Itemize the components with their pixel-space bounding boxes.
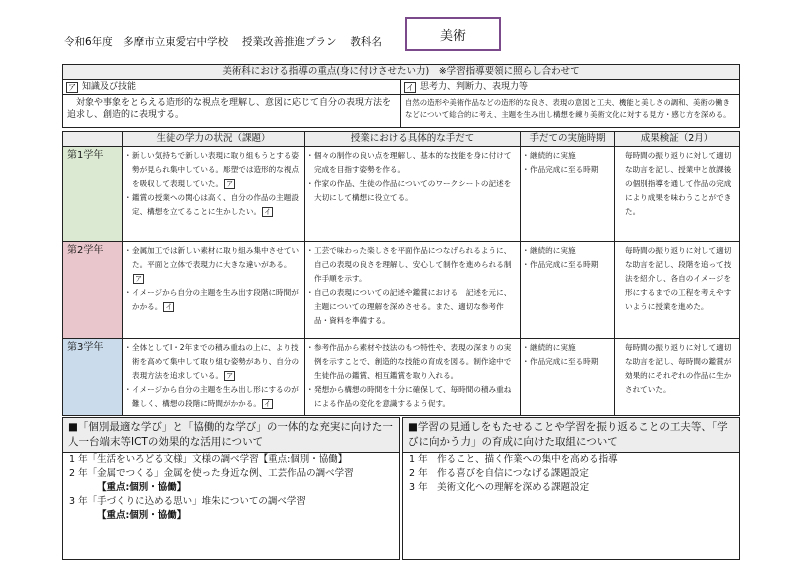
result-cell: 毎時間の振り返りに対して適切な助言を記し、授業中と放課後の個別指導を通して作品の完成により成果を味わうことができた。 (625, 151, 732, 216)
timing-cell (521, 147, 615, 241)
ict-line: 【重点:個別・協働】 (97, 482, 187, 493)
thinking-heading: 思考力、判断力、表現力等 (420, 82, 529, 92)
mark-i: イ (406, 82, 414, 92)
measures-cell (305, 339, 521, 415)
measure-item: ・ 工芸で味わった楽しさを平面作品につなげられるように、自己の表現の良さを理解し、安心して制作を進められる制作手順を示す。 (308, 244, 517, 286)
measure-item: ・ 個々の制作の良い点を理解し、基本的な技能を身に付けて完成を目指す姿勢を作る。 (308, 149, 517, 177)
status-cell (123, 242, 305, 338)
header-result: 成果検証（2月） (615, 132, 739, 146)
measure-item: ・ 参考作品から素材や技法のもつ特性や、表現の深まりの実例を示すことで、創造的な技能の育成を図る。制作途中で生徒作品の鑑賞、相互鑑賞を取り入れる。 (308, 341, 517, 383)
status-mark: ア (135, 275, 142, 283)
subject-name-box: 美術 (405, 17, 501, 51)
learning-attitude-line: 2 年 作る喜びを自信につなげる課題設定 (409, 468, 589, 479)
result-cell: 毎時間の振り返りに対して適切な助言を記し、段階を追って技法を紹介し、各自のイメージを形にするまでの工程を考えやすいように授業を進めた。 (625, 246, 732, 311)
header-timing: 手だての実施時期 (521, 132, 615, 146)
status-item: 新しい気持ちで新しい表現に取り組もうとする姿勢が見られ集中している。彫塑では造形的な視点を吸収して表現していた。 (132, 151, 300, 188)
status-mark: イ (263, 400, 271, 408)
focus-title: 美術科における指導の重点(身に付けさせたい力) ※学習指導要領に照らし合わせて (63, 65, 739, 80)
measures-cell (305, 242, 521, 338)
status-item: 全体としてⅠ・2年までの積み重ねの上に、より技術を高めて集中して取り組む姿勢があり、自分の表現方法を追求している。 (132, 343, 300, 380)
ict-title: ■「個別最適な学び」と「協働的な学び」の一体的な充実に向けた一人一台端末等ICTの効果的な活用について (63, 418, 399, 453)
status-item: イメージから自分の主題を生み出す段階に時間がかかる。 (132, 288, 299, 311)
knowledge-skills-column (63, 80, 401, 127)
table-row (63, 339, 739, 415)
status-mark: イ (264, 208, 272, 216)
plan-table (62, 131, 740, 416)
grade-cell: 第2学年 (63, 242, 123, 338)
table-row (63, 147, 739, 242)
plan-table-header (63, 132, 739, 147)
status-cell (123, 147, 305, 241)
knowledge-skills-text: 対象や事象をとらえる造形的な視点を理解し、意図に応じて自分の表現方法を追求し、創造的に表現する。 (67, 98, 392, 120)
header-measures: 授業における具体的な手だて (305, 132, 521, 146)
grade-cell: 第1学年 (63, 147, 123, 241)
learning-attitude-title: ■学習の見通しをもたせることや学習を振り返ることの工夫等、「学びに向かう力」の育成に向けた取組について (403, 418, 739, 453)
ict-line: 2 年「金属でつくる」金属を使った身近な例、工芸作品の調べ学習 (69, 468, 354, 479)
measures-cell (305, 147, 521, 241)
header-status: 生徒の学力の状況（課題） (123, 132, 305, 146)
table-row (63, 242, 739, 339)
learning-attitude-line: 1 年 作ること、描く作業への集中を高める指導 (409, 454, 618, 465)
learning-attitude-section (402, 417, 740, 560)
measure-item: ・ 発想から構想の時間を十分に確保して、毎時間の積み重ねによる作品の変化を意識するよう促す。 (308, 383, 517, 411)
status-item: イメージから自分の主題を生み出し形にするのが難しく、構想の段階に時間がかかる。 (132, 385, 299, 408)
timing-cell (521, 242, 615, 338)
measure-item: ・ 作家の作品、生徒の作品についてのワークシートの記述を大切にして構想に役立てる。 (308, 177, 517, 205)
result-cell: 毎時間の振り返りに対して適切な助言を記し、毎時間の鑑賞が効果的にそれぞれの作品に生かされていた。 (625, 343, 732, 394)
timing-item: ・ 作品完成に至る時期 (524, 258, 611, 272)
status-item: 鑑賞の授業への関心は高く、自分の作品の主題設定、構想を立てることに生かしたい。 (132, 193, 299, 216)
ict-line: 【重点:個別・協働】 (97, 510, 187, 521)
learning-attitude-line: 3 年 美術文化への理解を深める課題設定 (409, 482, 590, 493)
status-cell (123, 339, 305, 415)
status-mark: ア (226, 372, 234, 380)
thinking-text: 自然の造形や美術作品などの造形的な良さ、表現の意図と工夫、機能と美しさの調和、美術の働きなどについて総合的に考え、主題を生み出し構想を練り美術文化に対する見方・感じ方を深める。 (405, 98, 731, 119)
ict-section (62, 417, 400, 560)
status-item: 金属加工では新しい素材に取り組み集中させていた。平面と立体で表現力に大きな違いがある。 (132, 246, 300, 269)
knowledge-skills-heading: 知識及び技能 (82, 82, 137, 92)
grade-cell: 第3学年 (63, 339, 123, 415)
timing-item: ・ 作品完成に至る時期 (524, 355, 611, 369)
timing-item: ・ 継続的に実施 (524, 149, 611, 163)
timing-item: ・ 継続的に実施 (524, 341, 611, 355)
measure-item: ・ 自己の表現についての記述や鑑賞における 記述を元に、主題についての理解を深めさせる。また、適切な参考作品・資料を準備する。 (308, 286, 517, 328)
timing-cell (521, 339, 615, 415)
page-title: 令和6年度 多摩市立東愛宕中学校 授業改善推進プラン 教科名 (64, 36, 382, 48)
timing-item: ・ 作品完成に至る時期 (524, 163, 611, 177)
thinking-column (401, 80, 739, 127)
mark-a: ア (68, 82, 76, 92)
ict-line: 1 年「生活をいろどる文様」文様の調べ学習【重点:個別・協働】 (69, 454, 348, 465)
status-mark: ア (226, 180, 234, 188)
focus-section (62, 64, 740, 128)
timing-item: ・ 継続的に実施 (524, 244, 611, 258)
header-grade (63, 132, 123, 146)
status-mark: イ (165, 303, 173, 311)
ict-line: 3 年「手づくりに込める思い」堆朱についての調べ学習 (69, 496, 306, 507)
